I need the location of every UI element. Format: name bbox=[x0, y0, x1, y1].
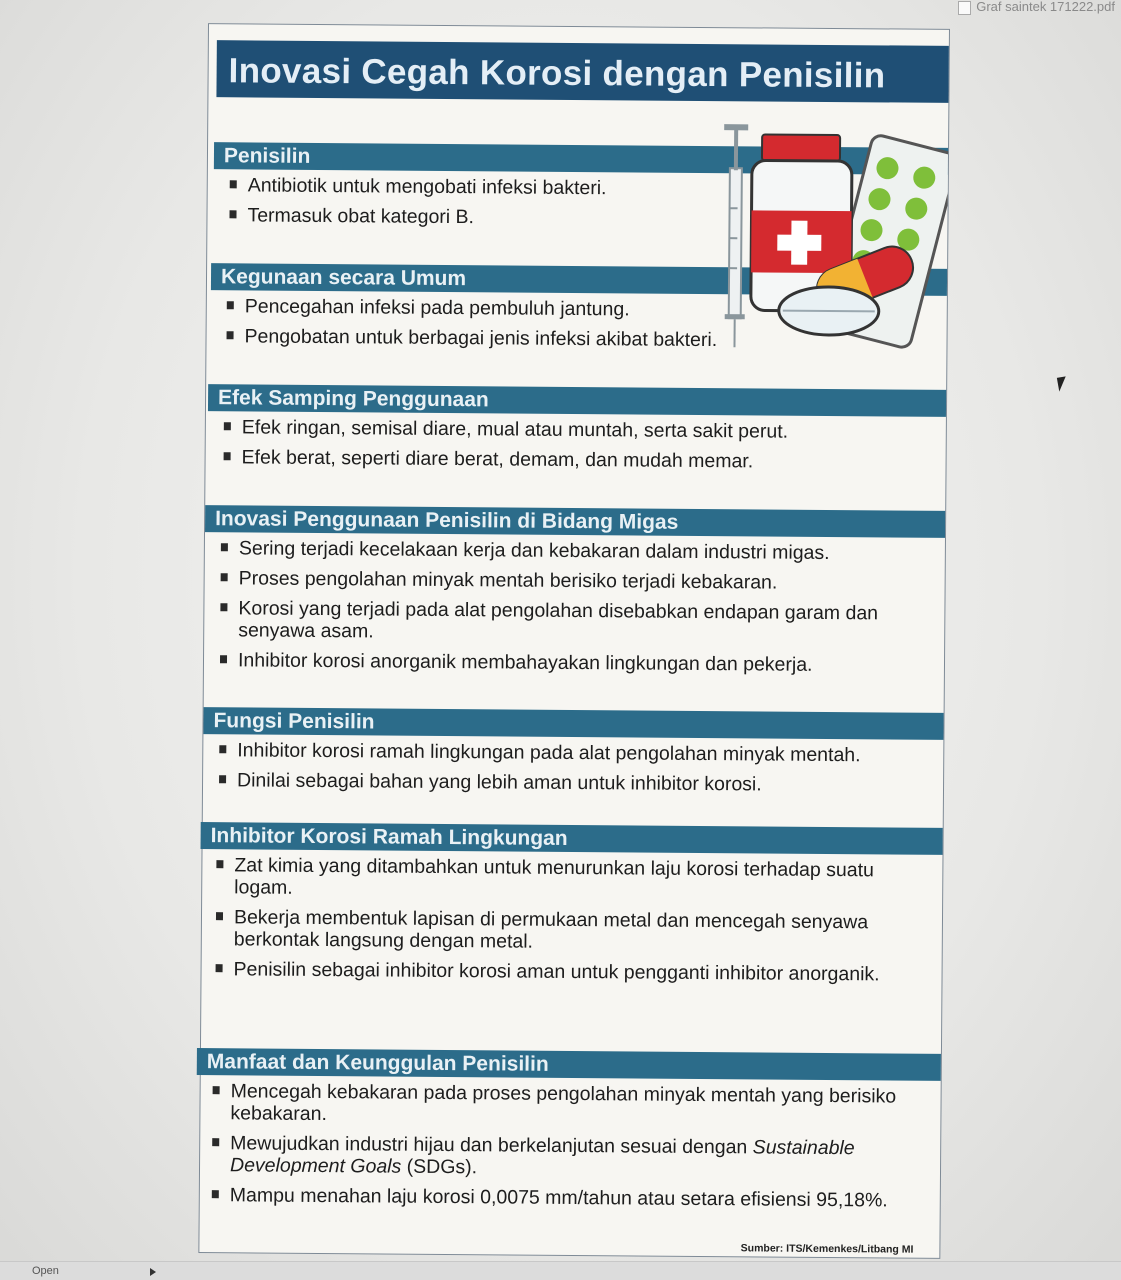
sdg-italic-text: Sustainable Development Goals bbox=[229, 1136, 855, 1178]
file-tab[interactable] bbox=[950, 0, 1121, 16]
list-item: Pencegahan infeksi pada pembuluh jantung. bbox=[225, 295, 941, 323]
list-item-text: Mewujudkan industri hijau dan berkelanjutan sesuai dengan bbox=[230, 1132, 748, 1159]
list-item: Inhibitor korosi anorganik membahayakan lingkungan dan pekerja. bbox=[218, 649, 938, 677]
list-item: Termasuk obat kategori B. bbox=[227, 204, 941, 232]
section-title: Inovasi Penggunaan Penisilin di Bidang Migas bbox=[215, 507, 679, 534]
section-efek-samping bbox=[207, 384, 946, 482]
list-item: Antibiotik untuk mengobati infeksi bakteri. bbox=[228, 174, 942, 202]
medicine-illustration bbox=[706, 98, 948, 360]
status-bar bbox=[0, 1261, 1121, 1280]
section-manfaat bbox=[196, 1048, 941, 1220]
list-item: Mencegah kebakaran pada proses pengolahan minyak mentah yang berisiko kebakaran. bbox=[210, 1080, 934, 1130]
section-fungsi bbox=[203, 707, 944, 805]
list-item: Zat kimia yang ditambahkan untuk menurunkan laju korosi terhadap suatu logam. bbox=[214, 854, 936, 904]
list-item: Penisilin sebagai inhibitor korosi aman untuk pengganti inhibitor anorganik. bbox=[213, 958, 935, 986]
infographic-title: Inovasi Cegah Korosi dengan Penisilin bbox=[228, 51, 886, 96]
source-credit: Sumber: ITS/Kemenkes/Litbang MI bbox=[740, 1242, 914, 1256]
title-bar bbox=[216, 40, 948, 103]
list-item: Pengobatan untuk berbagai jenis infeksi akibat bakteri. bbox=[224, 325, 940, 353]
list-item: Dinilai sebagai bahan yang lebih aman untuk inhibitor korosi. bbox=[217, 769, 937, 797]
section-header bbox=[205, 505, 945, 538]
list-item: Efek ringan, semisal diare, mual atau muntah, serta sakit perut. bbox=[222, 416, 940, 444]
section-header bbox=[208, 384, 946, 417]
section-title: Manfaat dan Keunggulan Penisilin bbox=[206, 1050, 549, 1076]
infographic-card bbox=[198, 23, 950, 1259]
list-item: Inhibitor korosi ramah lingkungan pada alat pengolahan minyak mentah. bbox=[217, 739, 937, 767]
list-item: Sering terjadi kecelakaan kerja dan kebakaran dalam industri migas. bbox=[219, 537, 939, 565]
list-item: Korosi yang terjadi pada alat pengolahan disebabkan endapan garam dan senyawa asam. bbox=[218, 597, 938, 647]
list-item: Bekerja membentuk lapisan di permukaan metal dan mencegah senyawa berkontak langsung dengan metal. bbox=[214, 906, 936, 956]
file-tab-label: Graf saintek 171222.pdf bbox=[976, 0, 1115, 14]
pdf-file-icon bbox=[958, 1, 971, 15]
list-item: Efek berat, seperti diare berat, demam, dan mudah memar. bbox=[222, 446, 940, 474]
list-item: Mampu menahan laju korosi 0,0075 mm/tahun atau setara efisiensi 95,18%. bbox=[210, 1184, 934, 1212]
section-title: Kegunaan secara Umum bbox=[220, 265, 467, 291]
section-inovasi-migas bbox=[204, 505, 945, 685]
list-item bbox=[210, 1132, 934, 1182]
open-button[interactable]: Open bbox=[32, 1265, 59, 1277]
section-title: Penisilin bbox=[223, 144, 311, 168]
list-item: Proses pengolahan minyak mentah berisiko terjadi kebakaran. bbox=[219, 567, 939, 595]
section-title: Efek Samping Penggunaan bbox=[217, 386, 489, 412]
sdg-suffix-text: (SDGs). bbox=[401, 1155, 478, 1179]
syringe-icon bbox=[722, 124, 748, 347]
section-title: Inhibitor Korosi Ramah Lingkungan bbox=[210, 824, 568, 850]
tablet-icon bbox=[779, 287, 879, 336]
section-title: Fungsi Penisilin bbox=[213, 709, 375, 734]
section-inhibitor bbox=[199, 822, 942, 994]
play-arrow-icon[interactable] bbox=[150, 1268, 156, 1276]
